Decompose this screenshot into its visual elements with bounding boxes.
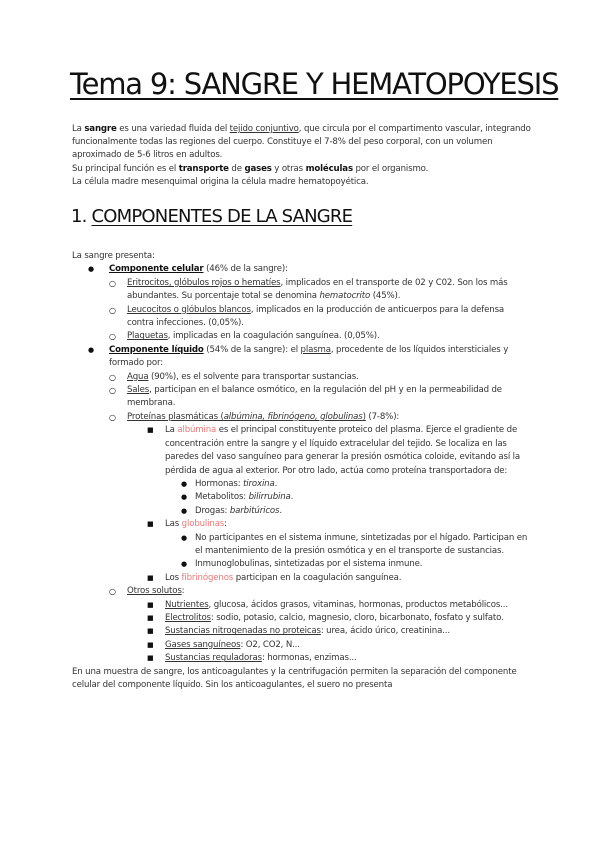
- list-item-eritrocitos: ○ Eritrocitos, glóbulos rojos o hematíes, implicados en el transporte de 02 y C02. Son los más abundantes. Su porcentaje total se denomina hematocrito (45%).: [109, 277, 532, 304]
- list-item-componente-liquido: ● Componente líquido (54% de la sangre): el plasma, procedente de los líquidos intersticiales y formado por: ○ Agua (90%), es el solvente para transportar sustancias. ○ Sales, participan en el balance osmótico, en la regulación del pH y en la permeabilidad de membrana. ○ Proteínas plasmáticas (albúmina, fibrinógeno, globulinas) (7-8%): ■ La albúmina es el principal constituyente proteico del plasma. Ejerce el gradiente de concentración entre la sangre y el líquido extracelular del tejido. Se localiza en las paredes del vaso sanguíneo para generar la presión osmótica coloide, evitando así la pérdida de agua al exterior. Por otro lado, actúa como proteína transportadora de: ● Hormonas: tiroxina. ● Metabolitos: bilirrubina. ● Drogas: barbitúricos. ■ Las globulinas: ● No participantes en el sistema inmune, sintetizadas por el hígado. Participan en el mantenimiento de la presión osmótica y en el transporte de sustancias. ● Inmunoglobulinas, sintetizadas por el sistema inmune. ■ Los fibrinógenos participan en la coagulación sanguínea. ○ Otros solutos: ■ Nutrientes, glucosa, ácidos grasos, vitaminas, hormonas, productos metabólicos... ■ Electrolitos: sodio, potasio, calcio, magnesio, cloro, bicarbonato, fosfato y sulfato. ■ Sustancias nitrogenadas no proteicas: urea, ácido úrico, creatinina... ■ Gases sanguíneos: O2, CO2, N... ■ Sustancias reguladoras: hormonas, enzimas...: [72, 344, 532, 666]
- list-item-globulinas-no-inmunes: ● No participantes en el sistema inmune, sintetizadas por el hígado. Participan en el mantenimiento de la presión osmótica y en el transporte de sustancias.: [181, 532, 532, 559]
- list-item-drogas: ● Drogas: barbitúricos.: [181, 505, 532, 518]
- components-list: [72, 263, 532, 665]
- intro-paragraph-1: La sangre es una variedad fluida del tejido conjuntivo, que circula por el compartimento vascular, integrando funcionalmente todas las regiones del cuerpo. Constituye el 7-8% del peso corporal, con un volumen aproximado de 5-6 litros en adultos.: [72, 124, 531, 161]
- section-heading: 1. COMPONENTES DE LA SANGRE: [71, 206, 353, 227]
- list-item-inmunoglobulinas: ● Inmunoglobulinas, sintetizadas por el sistema inmune.: [181, 558, 532, 571]
- list-item-otros-solutos: ○ Otros solutos: ■ Nutrientes, glucosa, ácidos grasos, vitaminas, hormonas, productos metabólicos... ■ Electrolitos: sodio, potasio, calcio, magnesio, cloro, bicarbonato, fosfato y sulfato. ■ Sustancias nitrogenadas no proteicas: urea, ácido úrico, creatinina... ■ Gases sanguíneos: O2, CO2, N... ■ Sustancias reguladoras: hormonas, enzimas...: [109, 585, 532, 665]
- page-title: Tema 9: SANGRE Y HEMATOPOYESIS: [70, 67, 559, 101]
- intro-paragraph-2: Su principal función es el transporte de gases y otras moléculas por el organismo.: [72, 163, 429, 174]
- list-item-reguladoras: ■ Sustancias reguladoras: hormonas, enzimas...: [147, 652, 532, 665]
- list-item-metabolitos: ● Metabolitos: bilirrubina.: [181, 491, 532, 504]
- intro-paragraph-3: La célula madre mesenquimal origina la célula madre hematopoyética.: [72, 176, 369, 187]
- list-item-leucocitos: ○ Leucocitos o glóbulos blancos, implicados en la producción de anticuerpos para la defensa contra infecciones. (0,05%).: [109, 304, 532, 331]
- list-item-componente-celular: ● Componente celular (46% de la sangre): ○ Eritrocitos, glóbulos rojos o hematíes, implicados en el transporte de 02 y C02. Son los más abundantes. Su porcentaje total se denomina hematocrito (45%). ○ Leucocitos o glóbulos blancos, implicados en la producción de anticuerpos para la defensa contra infecciones. (0,05%). ○ Plaquetas, implicadas en la coagulación sanguínea. (0,05%).: [72, 263, 532, 343]
- term-sangre: sangre: [84, 124, 117, 134]
- closing-paragraph: En una muestra de sangre, los anticoagulantes y la centrifugación permiten la separación del componente celular del componente líquido. Sin los anticoagulantes, el suero no presenta: [72, 666, 517, 690]
- list-item-globulinas: ■ Las globulinas: ● No participantes en el sistema inmune, sintetizadas por el hígado. Participan en el mantenimiento de la presión osmótica y en el transporte de sustancias. ● Inmunoglobulinas, sintetizadas por el sistema inmune.: [147, 518, 532, 572]
- term-moleculas: moléculas: [305, 163, 353, 174]
- term-transporte: transporte: [178, 163, 229, 174]
- list-item-sales: ○ Sales, participan en el balance osmótico, en la regulación del pH y en la permeabilidad de membrana.: [109, 384, 532, 411]
- section-content: [72, 250, 532, 692]
- list-item-nitrogenadas: ■ Sustancias nitrogenadas no proteicas: urea, ácido úrico, creatinina...: [147, 625, 532, 638]
- intro-section: [72, 123, 532, 189]
- term-gases: gases: [244, 163, 272, 174]
- list-item-hormonas: ● Hormonas: tiroxina.: [181, 478, 532, 491]
- lead-text: La sangre presenta:: [72, 251, 155, 261]
- list-item-proteinas: ○ Proteínas plasmáticas (albúmina, fibrinógeno, globulinas) (7-8%): ■ La albúmina es el principal constituyente proteico del plasma. Ejerce el gradiente de concentración entre la sangre y el líquido extracelular del tejido. Se localiza en las paredes del vaso sanguíneo para generar la presión osmótica coloide, evitando así la pérdida de agua al exterior. Por otro lado, actúa como proteína transportadora de: ● Hormonas: tiroxina. ● Metabolitos: bilirrubina. ● Drogas: barbitúricos. ■ Las globulinas: ● No participantes en el sistema inmune, sintetizadas por el hígado. Participan en el mantenimiento de la presión osmótica y en el transporte de sustancias. ● Inmunoglobulinas, sintetizadas por el sistema inmune. ■ Los fibrinógenos participan en la coagulación sanguínea.: [109, 411, 532, 585]
- list-item-gases: ■ Gases sanguíneos: O2, CO2, N...: [147, 639, 532, 652]
- list-item-fibrinogenos: ■ Los fibrinógenos participan en la coagulación sanguínea.: [147, 572, 532, 585]
- list-item-agua: ○ Agua (90%), es el solvente para transportar sustancias.: [109, 371, 532, 384]
- list-item-albumina: ■ La albúmina es el principal constituyente proteico del plasma. Ejerce el gradiente de concentración entre la sangre y el líquido extracelular del tejido. Se localiza en las paredes del vaso sanguíneo para generar la presión osmótica coloide, evitando así la pérdida de agua al exterior. Por otro lado, actúa como proteína transportadora de: ● Hormonas: tiroxina. ● Metabolitos: bilirrubina. ● Drogas: barbitúricos.: [147, 424, 532, 518]
- term-tejido-conjuntivo: tejido conjuntivo: [229, 124, 299, 134]
- list-item-plaquetas: ○ Plaquetas, implicadas en la coagulación sanguínea. (0,05%).: [109, 330, 532, 343]
- list-item-electrolitos: ■ Electrolitos: sodio, potasio, calcio, magnesio, cloro, bicarbonato, fosfato y sulfato.: [147, 612, 532, 625]
- list-item-nutrientes: ■ Nutrientes, glucosa, ácidos grasos, vitaminas, hormonas, productos metabólicos...: [147, 599, 532, 612]
